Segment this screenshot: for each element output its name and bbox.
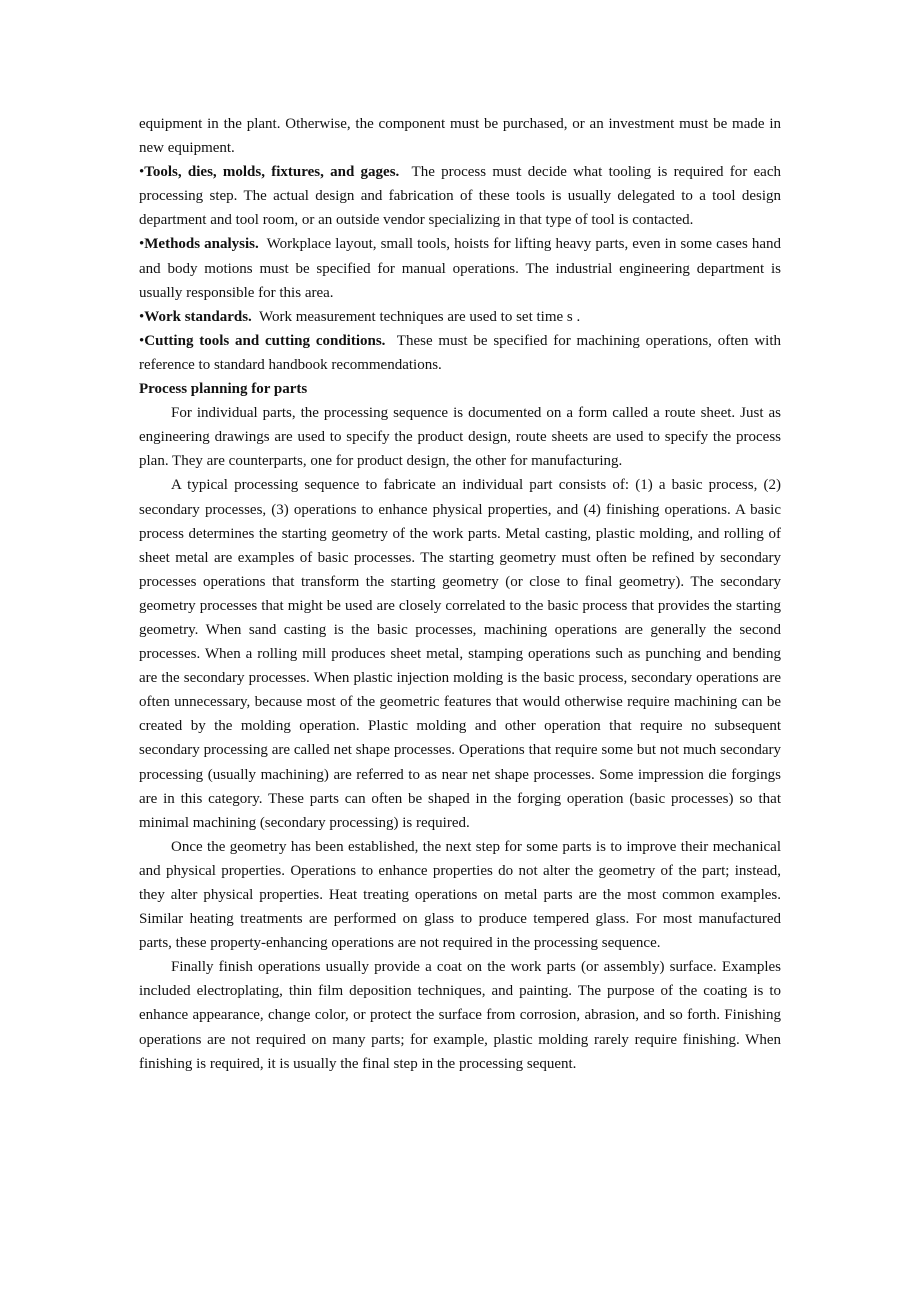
bullet-text: Work measurement techniques are used to set time s . <box>259 308 581 325</box>
bullet-item-methods <box>139 232 781 304</box>
body-paragraph: A typical processing sequence to fabricate an individual part consists of: (1) a basic process, (2) secondary processes, (3) operations to enhance physical properties, and (4) finishing operations. A basic process determines the starting geometry of the work parts. Metal casting, plastic molding, and rolling of sheet metal are examples of basic processes. The starting geometry must often be refined by secondary processes operations that transform the starting geometry (or close to final geometry). The secondary geometry processes that might be used are closely correlated to the basic process that provides the starting geometry. When sand casting is the basic processes, machining operations are generally the second processes. When a rolling mill produces sheet metal, stamping operations such as punching and bending are the secondary processes. When plastic injection molding is the basic process, secondary operations are often unnecessary, because most of the geometric features that would otherwise require machining can be created by the molding operation. Plastic molding and other operation that require no subsequent secondary processing are called net shape processes. Operations that require some but not much secondary processing (usually machining) are referred to as near net shape processes. Some impression die forgings are in this category. These parts can often be shaped in the forging operation (basic processes) so that minimal machining (secondary processing) is required. <box>139 477 781 831</box>
bullet-marker: • <box>139 308 145 325</box>
intro-paragraph: equipment in the plant. Otherwise, the component must be purchased, or an investment must be made in new equipment. <box>139 116 781 157</box>
bullet-item-tools <box>139 160 781 232</box>
bullet-title: Cutting tools and cutting conditions. <box>144 332 386 349</box>
section-heading: Process planning for parts <box>139 381 308 398</box>
bullet-marker: • <box>139 164 145 181</box>
bullet-title: Tools, dies, molds, fixtures, and gages. <box>144 164 400 181</box>
bullet-item-standards <box>139 305 781 329</box>
bullet-text: These must be specified for machining operations, often with reference to standard handbook recommendations. <box>139 332 781 373</box>
document-page <box>139 112 781 1076</box>
bullet-text: The process must decide what tooling is required for each processing step. The actual design and fabrication of these tools is usually delegated to a tool design department and tool room, or an outside vendor specializing in that type of tool is contacted. <box>139 164 781 229</box>
body-paragraph: For individual parts, the processing sequence is documented on a form called a route sheet. Just as engineering drawings are used to specify the product design, route sheets are used to specify the process plan. They are counterparts, one for product design, the other for manufacturing. <box>139 405 781 470</box>
body-paragraph: Once the geometry has been established, the next step for some parts is to improve their mechanical and physical properties. Operations to enhance properties do not alter the geometry of the part; instead, they alter physical properties. Heat treating operations on metal parts are the most common examples. Similar heating treatments are performed on glass to produce tempered glass. For most manufactured parts, these property-enhancing operations are not required in the processing sequence. <box>139 838 781 952</box>
bullet-text: Workplace layout, small tools, hoists for lifting heavy parts, even in some cases hand and body motions must be specified for manual operations. The industrial engineering department is usually responsible for this area. <box>139 236 781 301</box>
bullet-marker: • <box>139 332 145 349</box>
bullet-title: Work standards. <box>144 308 252 325</box>
body-paragraph: Finally finish operations usually provide a coat on the work parts (or assembly) surface. Examples included electroplating, thin film deposition techniques, and painting. The purpose of the coating is to enhance appearance, change color, or protect the surface from corrosion, abrasion, and so forth. Finishing operations are not required on many parts; for example, plastic molding rarely require finishing. When finishing is required, it is usually the final step in the processing sequent. <box>139 959 781 1072</box>
bullet-marker: • <box>139 236 145 253</box>
bullet-title: Methods analysis. <box>144 236 259 253</box>
bullet-item-cutting <box>139 329 781 377</box>
